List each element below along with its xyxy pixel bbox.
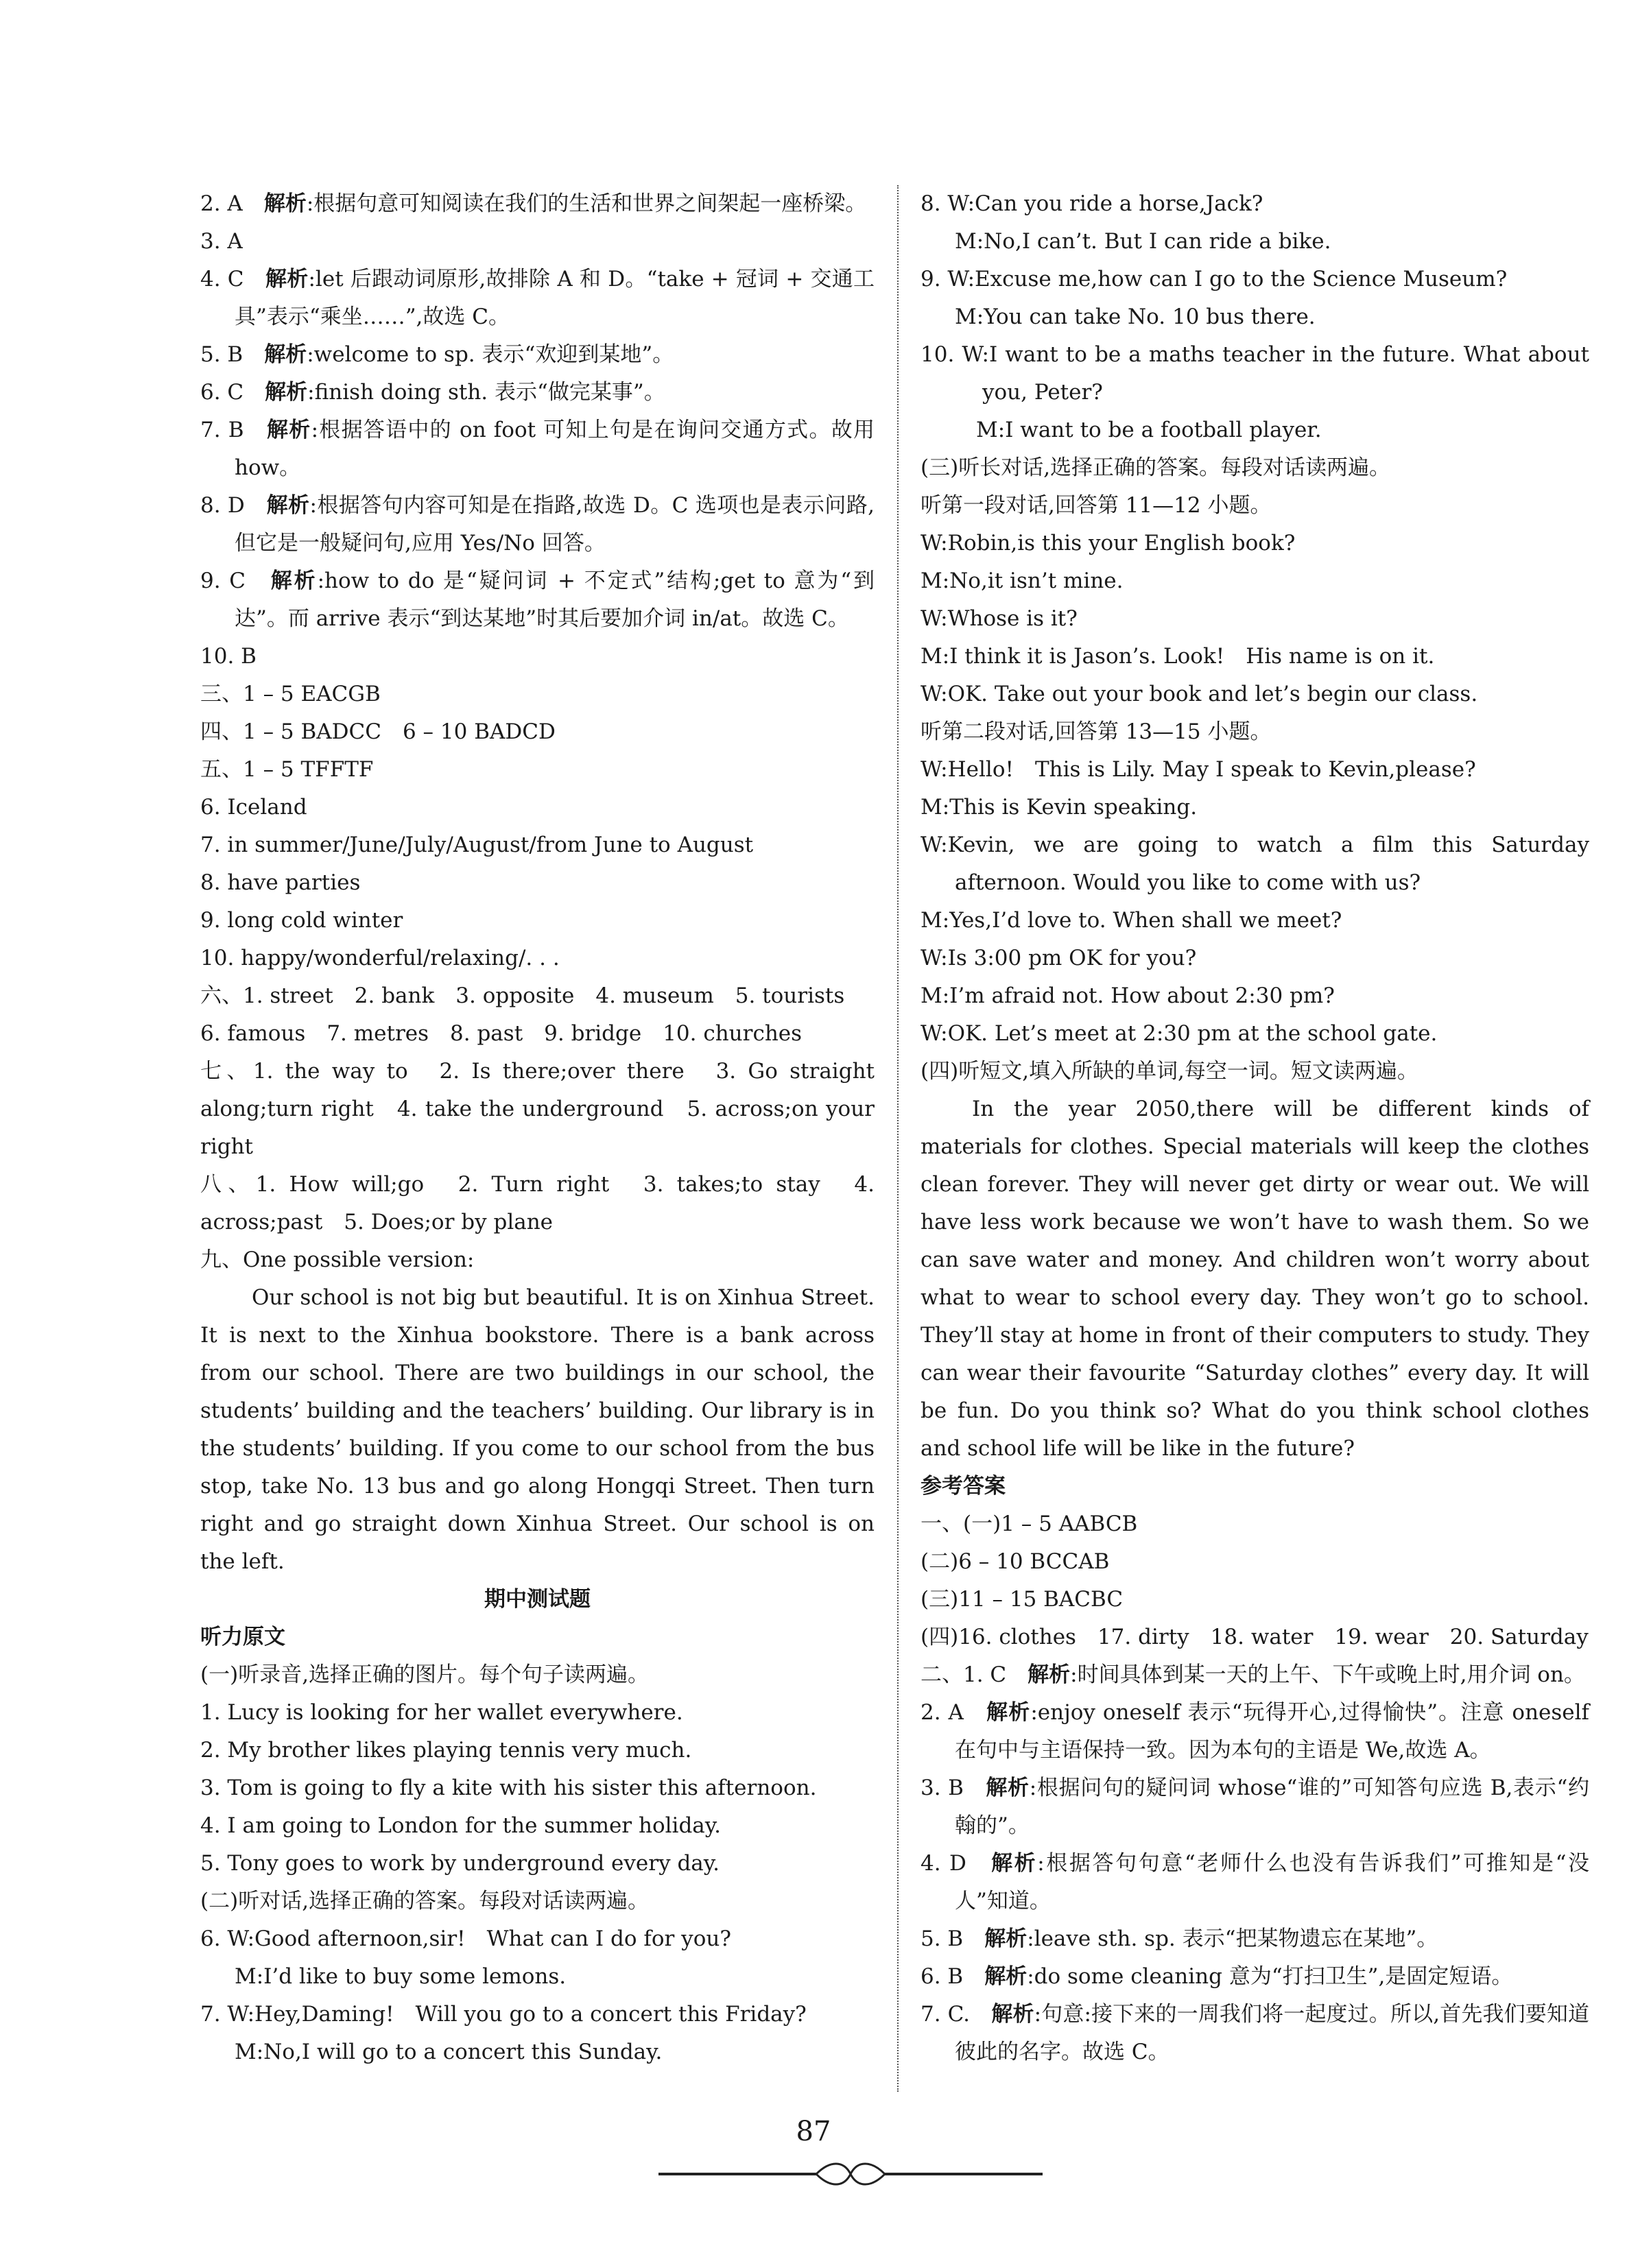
- left-line: [200, 751, 875, 789]
- item-number: 8. D: [200, 493, 245, 518]
- item-number: W:Robin,is this your English book?: [921, 531, 1296, 556]
- analysis-label: 解析: [264, 342, 307, 367]
- right-line: [921, 1996, 1589, 2071]
- item-text: :welcome to sp. 表示“欢迎到某地”。: [307, 342, 674, 367]
- left-line: [200, 1958, 875, 1996]
- right-line: [921, 1581, 1589, 1619]
- item-number: 6. Iceland: [200, 795, 307, 820]
- right-line: [921, 977, 1589, 1015]
- analysis-label: 解析: [991, 2002, 1034, 2027]
- page-number: 87: [796, 2116, 831, 2147]
- analysis-label: 解析: [265, 267, 309, 291]
- right-line: [921, 1656, 1589, 1694]
- item-text: :let 后跟动词原形,故排除 A 和 D。“take + 冠词 + 交通工具”表示“乘坐……”,故选 C。: [235, 267, 875, 329]
- item-number: W:Is 3:00 pm OK for you?: [921, 946, 1197, 970]
- left-line: [200, 2033, 875, 2071]
- right-line: [921, 1619, 1589, 1656]
- right-line: [921, 902, 1589, 940]
- item-text: :句意:接下来的一周我们将一起度过。所以,首先我们要知道彼此的名字。故选 C。: [955, 2002, 1590, 2064]
- left-column: [200, 185, 875, 2071]
- right-line: [921, 525, 1589, 562]
- right-line: [921, 261, 1589, 298]
- item-number: 七、1. the way to 2. Is there;over there 3. Go straight along;turn right 4. take the underground 5. across;on your right: [200, 1059, 875, 1159]
- right-line: [921, 826, 1589, 902]
- item-number: 1. Lucy is looking for her wallet everywhere.: [200, 1700, 683, 1725]
- left-line: [200, 1845, 875, 1883]
- item-number: (二)6 – 10 BCCAB: [921, 1549, 1110, 1574]
- item-text: :do some cleaning 意为“打扫卫生”,是固定短语。: [1027, 1964, 1513, 1989]
- left-line: [200, 1166, 875, 1241]
- left-line: [200, 1920, 875, 1958]
- item-number: M:No,I can’t. But I can ride a bike.: [955, 229, 1331, 254]
- item-number: (四)16. clothes 17. dirty 18. water 19. wear 20. Saturday: [921, 1625, 1589, 1649]
- item-number: 二、1. C: [921, 1662, 1007, 1687]
- item-number: 6. famous 7. metres 8. past 9. bridge 10. churches: [200, 1021, 803, 1046]
- left-line: [200, 374, 875, 411]
- item-number: 3. A: [200, 229, 243, 254]
- right-line: [921, 223, 1589, 261]
- item-number: W:Kevin, we are going to watch a film this Saturday afternoon. Would you like to come with us?: [921, 833, 1589, 895]
- right-line: [921, 336, 1589, 411]
- item-text: :finish doing sth. 表示“做完某事”。: [307, 380, 665, 405]
- item-number: 10. W:I want to be a maths teacher in the future. What about you, Peter?: [921, 342, 1589, 405]
- right-line: [921, 562, 1589, 600]
- left-line: [200, 1619, 875, 1656]
- right-line: [921, 1769, 1589, 1845]
- left-line: [200, 638, 875, 676]
- item-number: 7. in summer/June/July/August/from June to August: [200, 833, 754, 857]
- item-number: 7. B: [200, 418, 244, 442]
- item-number: 5. B: [200, 342, 244, 367]
- right-line: [921, 638, 1589, 676]
- analysis-label: 解析: [991, 1851, 1038, 1876]
- right-line: [921, 1015, 1589, 1053]
- left-line: [200, 1053, 875, 1166]
- item-number: M:I want to be a football player.: [955, 418, 1322, 442]
- right-line: [921, 600, 1589, 638]
- analysis-label: 解析: [266, 493, 310, 518]
- item-number: M:I’d like to buy some lemons.: [235, 1964, 567, 1989]
- left-line: [200, 261, 875, 336]
- item-text: :根据句意可知阅读在我们的生活和世界之间架起一座桥梁。: [306, 191, 867, 216]
- item-number: 2. A: [921, 1700, 964, 1725]
- item-number: (三)11 – 15 BACBC: [921, 1587, 1124, 1612]
- left-line: [200, 1581, 875, 1619]
- item-number: 三、1 – 5 EACGB: [200, 682, 381, 706]
- right-line: [921, 1920, 1589, 1958]
- right-line: [921, 487, 1589, 525]
- item-number: 9. long cold winter: [200, 908, 403, 933]
- item-number: 10. B: [200, 644, 257, 669]
- left-line: [200, 185, 875, 223]
- item-number: W:OK. Take out your book and let’s begin our class.: [921, 682, 1478, 706]
- item-number: M:I’m afraid not. How about 2:30 pm?: [921, 983, 1335, 1008]
- right-column: [921, 185, 1589, 2071]
- item-number: 9. C: [200, 569, 246, 593]
- item-number: W:Whose is it?: [921, 606, 1078, 631]
- item-number: Our school is not big but beautiful. It is on Xinhua Street. It is next to the Xinhua bookstore. There is a bank across from our school. There are two buildings in our school, the students’ building and the teachers’ building. Our library is in the students’ building. If you come to our school from the bus stop, take No. 13 bus and go along Hongqi Street. Then turn right and go straight down Xinhua Street. Our school is on the left.: [200, 1285, 875, 1574]
- item-number: (一)听录音,选择正确的图片。每个句子读两遍。: [200, 1662, 650, 1687]
- item-number: M:Yes,I’d love to. When shall we meet?: [921, 908, 1342, 933]
- analysis-label: 解析: [265, 380, 308, 405]
- right-line: [921, 1694, 1589, 1769]
- analysis-label: 解析: [270, 569, 318, 593]
- left-line: [200, 1694, 875, 1732]
- item-number: 听第二段对话,回答第 13—15 小题。: [921, 719, 1272, 744]
- item-number: M:This is Kevin speaking.: [921, 795, 1198, 820]
- right-line: [921, 789, 1589, 826]
- item-number: 2. My brother likes playing tennis very much.: [200, 1738, 692, 1763]
- left-line: [200, 864, 875, 902]
- item-number: 一、(一)1 – 5 AABCB: [921, 1512, 1138, 1536]
- left-line: [200, 1996, 875, 2033]
- right-line: [921, 713, 1589, 751]
- left-line: [200, 411, 875, 487]
- left-line: [200, 223, 875, 261]
- item-number: (四)听短文,填入所缺的单词,每空一词。短文读两遍。: [921, 1059, 1418, 1084]
- item-number: M:You can take No. 10 bus there.: [955, 305, 1316, 329]
- right-line: [921, 1468, 1589, 1505]
- left-line: [200, 1279, 875, 1581]
- analysis-label: 解析: [1028, 1662, 1071, 1687]
- item-number: W:OK. Let’s meet at 2:30 pm at the school gate.: [921, 1021, 1438, 1046]
- item-number: 5. B: [921, 1926, 964, 1951]
- right-line: [921, 940, 1589, 977]
- item-number: 2. A: [200, 191, 243, 216]
- item-number: (二)听对话,选择正确的答案。每段对话读两遍。: [200, 1889, 650, 1913]
- analysis-label: 解析: [986, 1776, 1030, 1800]
- column-divider: [897, 185, 899, 2092]
- right-line: [921, 411, 1589, 449]
- item-number: 参考答案: [921, 1474, 1006, 1499]
- right-line: [921, 298, 1589, 336]
- analysis-label: 解析: [986, 1700, 1031, 1725]
- item-number: 八、1. How will;go 2. Turn right 3. takes;to stay 4. across;past 5. Does;or by plane: [200, 1172, 875, 1234]
- right-line: [921, 1958, 1589, 1996]
- item-text: :根据答句句意“老师什么也没有告诉我们”可推知是“没人”知道。: [955, 1851, 1590, 1913]
- item-number: 6. W:Good afternoon,sir! What can I do for you?: [200, 1926, 731, 1951]
- left-line: [200, 487, 875, 562]
- analysis-label: 解析: [263, 191, 307, 216]
- right-line: [921, 1090, 1589, 1468]
- left-line: [200, 826, 875, 864]
- item-number: M:No,it isn’t mine.: [921, 569, 1124, 593]
- left-line: [200, 1656, 875, 1694]
- item-number: W:Hello! This is Lily. May I speak to Kevin,please?: [921, 757, 1476, 782]
- item-number: 五、1 – 5 TFFTF: [200, 757, 374, 782]
- item-number: 7. C.: [921, 2002, 971, 2027]
- item-text: :根据答语中的 on foot 可知上句是在询问交通方式。故用 how。: [235, 418, 875, 480]
- left-line: [200, 1807, 875, 1845]
- item-number: 5. Tony goes to work by underground every day.: [200, 1851, 720, 1876]
- item-number: 3. Tom is going to fly a kite with his sister this afternoon.: [200, 1776, 817, 1800]
- right-line: [921, 1053, 1589, 1090]
- analysis-label: 解析: [984, 1926, 1028, 1951]
- footer-ornament: [645, 2153, 1056, 2195]
- left-line: [200, 940, 875, 977]
- item-number: 9. W:Excuse me,how can I go to the Science Museum?: [921, 267, 1508, 291]
- item-text: :时间具体到某一天的上午、下午或晚上时,用介词 on。: [1070, 1662, 1585, 1687]
- left-line: [200, 1732, 875, 1769]
- analysis-label: 解析: [984, 1964, 1028, 1989]
- right-line: [921, 1543, 1589, 1581]
- left-line: [200, 1241, 875, 1279]
- left-line: [200, 1015, 875, 1053]
- item-number: In the year 2050,there will be different kinds of materials for clothes. Special materials will keep the clothes clean forever. They will never get dirty or wear out. We will have less work because we won’t have to wash them. So we can save water and money. And children won’t worry about what to wear to school every day. They won’t go to school. They’ll stay at home in front of their computers to study. They can wear their favourite “Saturday clothes” every day. It will be fun. Do you think so? What do you think school clothes and school life will be like in the future?: [921, 1097, 1589, 1461]
- item-number: 听力原文: [200, 1625, 285, 1649]
- item-number: 7. W:Hey,Daming! Will you go to a concert this Friday?: [200, 2002, 807, 2027]
- analysis-label: 解析: [267, 418, 311, 442]
- item-number: (三)听长对话,选择正确的答案。每段对话读两遍。: [921, 455, 1391, 480]
- right-line: [921, 449, 1589, 487]
- item-number: 四、1 – 5 BADCC 6 – 10 BADCD: [200, 719, 556, 744]
- left-line: [200, 676, 875, 713]
- item-number: 九、One possible version:: [200, 1248, 475, 1272]
- left-line: [200, 789, 875, 826]
- item-number: M:I think it is Jason’s. Look! His name is on it.: [921, 644, 1435, 669]
- right-line: [921, 751, 1589, 789]
- item-number: 听第一段对话,回答第 11—12 小题。: [921, 493, 1272, 518]
- item-text: :enjoy oneself 表示“玩得开心,过得愉快”。注意 oneself 在句中与主语保持一致。因为本句的主语是 We,故选 A。: [955, 1700, 1590, 1763]
- item-number: 8. W:Can you ride a horse,Jack?: [921, 191, 1263, 216]
- right-line: [921, 676, 1589, 713]
- item-number: 六、1. street 2. bank 3. opposite 4. museum 5. tourists: [200, 983, 845, 1008]
- item-number: 8. have parties: [200, 870, 361, 895]
- right-line: [921, 1845, 1589, 1920]
- item-number: 4. D: [921, 1851, 966, 1876]
- item-number: 期中测试题: [484, 1587, 591, 1612]
- left-line: [200, 902, 875, 940]
- item-number: 3. B: [921, 1776, 964, 1800]
- left-line: [200, 1769, 875, 1807]
- item-number: 10. happy/wonderful/relaxing/. . .: [200, 946, 560, 970]
- item-text: :根据答句内容可知是在指路,故选 D。C 选项也是表示问路,但它是一般疑问句,应用 Yes/No 回答。: [235, 493, 875, 556]
- item-number: 6. B: [921, 1964, 964, 1989]
- right-line: [921, 185, 1589, 223]
- left-line: [200, 562, 875, 638]
- item-text: :根据问句的疑问词 whose“谁的”可知答句应选 B,表示“约翰的”。: [955, 1776, 1590, 1838]
- item-number: M:No,I will go to a concert this Sunday.: [235, 2040, 663, 2064]
- left-line: [200, 1883, 875, 1920]
- right-line: [921, 1505, 1589, 1543]
- item-text: :how to do 是“疑问词 + 不定式”结构;get to 意为“到达”。而 arrive 表示“到达某地”时其后要加介词 in/at。故选 C。: [235, 569, 875, 631]
- item-number: 4. I am going to London for the summer holiday.: [200, 1813, 722, 1838]
- item-number: 6. C: [200, 380, 244, 405]
- item-number: 4. C: [200, 267, 244, 291]
- left-line: [200, 977, 875, 1015]
- item-text: :leave sth. sp. 表示“把某物遗忘在某地”。: [1027, 1926, 1438, 1951]
- left-line: [200, 713, 875, 751]
- left-line: [200, 336, 875, 374]
